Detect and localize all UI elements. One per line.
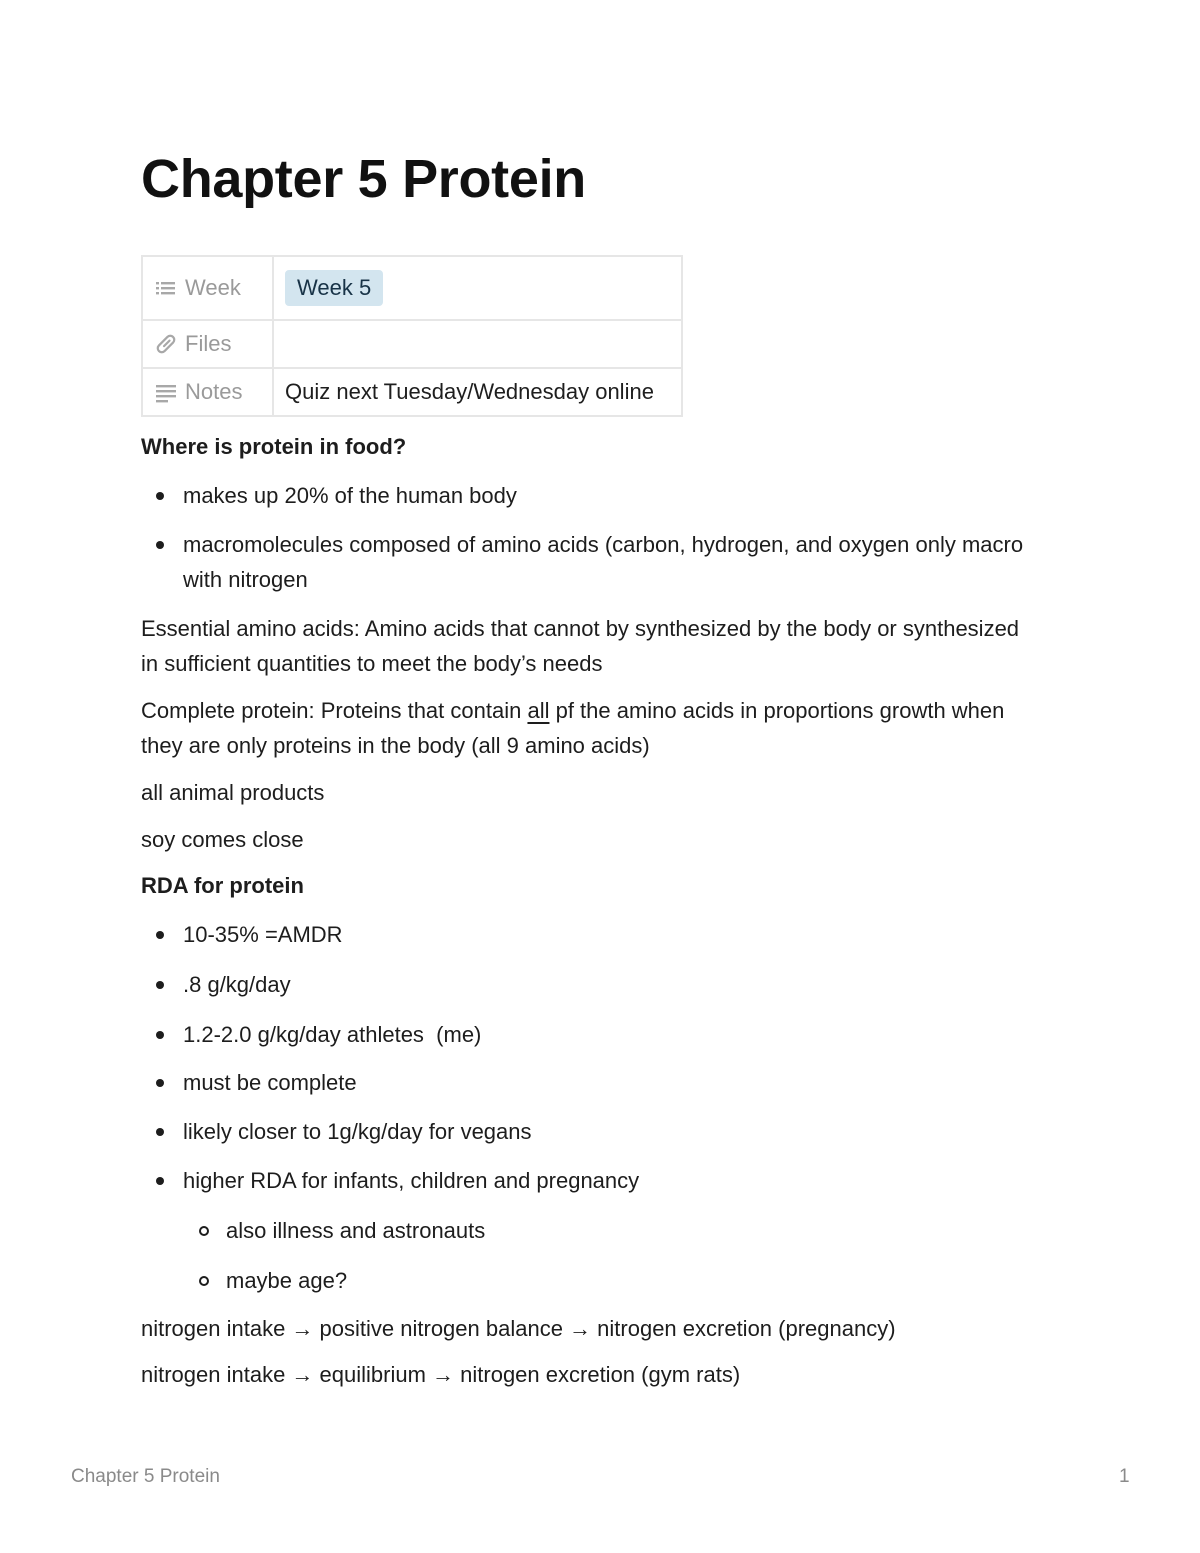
page-number: 1 [1119,1466,1130,1487]
list-item-text: must be complete [183,1070,357,1095]
paragraph-animal-products: all animal products [141,780,325,805]
property-row-files [142,320,682,368]
list-item [141,1114,1041,1149]
properties-table [141,255,683,417]
property-key-files [142,320,273,368]
page-title: Chapter 5 Protein [141,149,586,209]
property-value-notes[interactable]: Quiz next Tuesday/Wednesday online [273,368,682,416]
heading-where-protein: Where is protein in food? [141,434,407,459]
property-key-week [142,256,273,320]
list-item-text: makes up 20% of the human body [183,483,517,508]
week-tag[interactable]: Week 5 [285,270,383,306]
heading-rda: RDA for protein [141,873,304,898]
list-item [141,527,1041,597]
paragraph-nitrogen-equilibrium: nitrogen intake → equilibrium → nitrogen excretion (gym rats) [141,1362,741,1387]
hollow-bullet-icon [199,1276,209,1286]
list-item-text: macromolecules composed of amino acids (carbon, hydrogen, and oxygen only macro with nitrogen [183,532,1024,592]
list-item [141,1017,1041,1052]
property-row-week [142,256,682,320]
paragraph-nitrogen-positive: nitrogen intake → positive nitrogen balance → nitrogen excretion (pregnancy) [141,1316,896,1341]
list-item-text: .8 g/kg/day [183,972,291,997]
list-item-nested [141,1213,1041,1248]
list-icon [155,277,177,299]
list-item [141,967,1041,1002]
property-label-notes: Notes [185,379,243,404]
bullet-list-protein [141,478,1041,597]
bullet-icon [156,1128,164,1136]
bullet-icon [156,1031,164,1039]
list-item-text: likely closer to 1g/kg/day for vegans [183,1119,532,1144]
paragraph-essential-amino-acids: Essential amino acids: Amino acids that cannot by synthesized by the body or synthesized in sufficient quantities to meet the body’s needs [141,616,1020,676]
underlined-text: all [527,698,550,723]
text-run: pf the amino acids in proportions growth when they are only proteins in the body (all 9 amino acids) [141,698,1005,758]
bullet-icon [156,1079,164,1087]
paragraph-complete-protein [141,693,1041,763]
bullet-list-rda [141,917,1041,1298]
list-item [141,917,1041,952]
property-label-week: Week [185,275,241,300]
list-item-text: also illness and astronauts [226,1218,486,1243]
property-row-notes [142,368,682,416]
list-item-text: higher RDA for infants, children and pregnancy [183,1168,640,1193]
list-item-text: maybe age? [226,1268,348,1293]
property-value-week[interactable] [273,256,682,320]
hollow-bullet-icon [199,1226,209,1236]
property-key-notes [142,368,273,416]
list-item [141,1065,1041,1100]
list-item-text: 1.2-2.0 g/kg/day athletes (me) [183,1022,482,1047]
list-item [141,478,1041,513]
paragraph-soy: soy comes close [141,827,304,852]
list-item-nested [141,1263,1041,1298]
bullet-icon [156,981,164,989]
bullet-icon [156,1177,164,1185]
note-body [141,429,1041,1392]
property-value-files[interactable] [273,320,682,368]
text-lines-icon [155,381,177,403]
property-label-files: Files [185,331,232,356]
bullet-icon [156,492,164,500]
footer-title: Chapter 5 Protein [71,1466,220,1487]
text-run: Complete protein: Proteins that contain [141,698,528,723]
bullet-icon [156,541,164,549]
list-item-text: 10-35% =AMDR [183,922,343,947]
paperclip-icon [155,333,177,355]
bullet-icon [156,931,164,939]
list-item [141,1163,1041,1198]
